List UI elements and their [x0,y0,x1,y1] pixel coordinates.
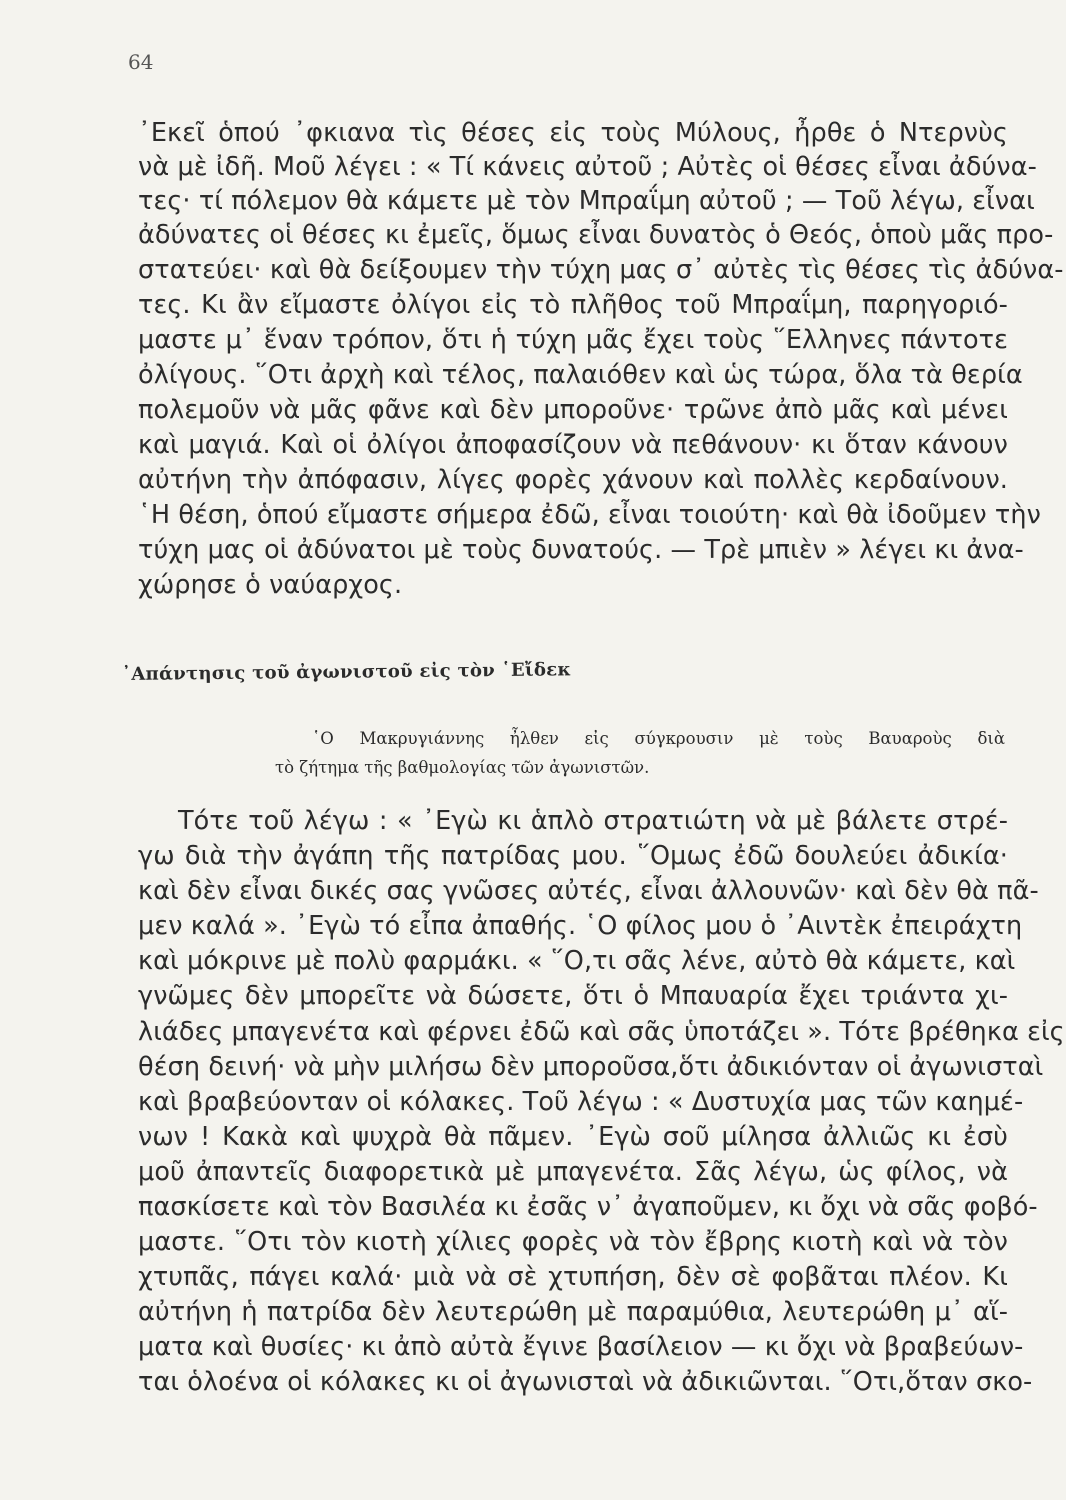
text-line: μοῦ ἀπαντεῖς διαφορετικὰ μὲ μπαγενέτα. Σᾶς λέγω, ὡς φίλος, νὰ [138,1157,1008,1187]
text-line: καὶ μόκρινε μὲ πολὺ φαρμάκι. « ῞Ο,τι σᾶς λένε, αὐτὸ θὰ κάμετε, καὶ [138,946,1016,976]
text-line: καὶ δὲν εἶναι δικές σας γνῶσες αὐτές, εἶναι ἀλλουνῶν· καὶ δὲν θὰ πᾶ- [138,876,1039,906]
text-line: ται ὁλοένα οἱ κόλακες κι οἱ ἀγωνισταὶ νὰ ἀδικιῶνται. ῞Οτι,ὅταν σκο- [138,1367,1033,1397]
text-line: καὶ βραβεύονταν οἱ κόλακες. Τοῦ λέγω : « Δυστυχία μας τῶν καημέ- [138,1087,1024,1117]
text-line: χώρησε ὁ ναύαρχος. [138,570,403,600]
text-line: αὐτήνη ἡ πατρίδα δὲν λευτερώθη μὲ παραμύθια, λευτερώθη μ᾿ αἵ- [138,1297,1008,1327]
page-number: 64 [128,50,154,74]
text-line: πολεμοῦν νὰ μᾶς φᾶνε καὶ δὲν μποροῦνε· τρῶνε ἀπὸ μᾶς καὶ μένει [138,395,1008,425]
text-line: στατεύει· καὶ θὰ δείξουμεν τὴν τύχη μας σ᾿ αὐτὲς τὶς θέσες τὶς ἀδύνα- [138,255,1064,285]
text-line: γνῶμες δὲν μπορεῖτε νὰ δώσετε, ὅτι ὁ Μπαυαρία ἔχει τριάντα χι- [138,981,1008,1011]
text-line: ᾿Εκεῖ ὁπού ᾿φκιανα τὶς θέσες εἰς τοὺς Μύλους, ἦρθε ὁ Ντερνὺς [138,118,1008,148]
text-line: ῾Η θέση, ὁπού εἴμαστε σήμερα ἐδῶ, εἶναι τοιούτη· καὶ θὰ ἰδοῦμεν τὴν [138,500,1041,530]
text-line: πασκίσετε καὶ τὸν Βασιλέα κι ἐσᾶς ν᾿ ἀγαποῦμεν, κι ὄχι νὰ σᾶς φοβό- [138,1192,1038,1222]
text-line: ὀλίγους. ῞Οτι ἀρχὴ καὶ τέλος, παλαιόθεν καὶ ὡς τώρα, ὅλα τὰ θερία [138,360,1023,390]
epigraph-line: τὸ ζήτημα τῆς βαθμολογίας τῶν ἀγωνιστῶν. [275,758,650,777]
text-line: λιάδες μπαγενέτα καὶ φέρνει ἐδῶ καὶ σᾶς ὑποτάζει ». Τότε βρέθηκα εἰς [138,1017,1065,1047]
text-line: νὰ μὲ ἰδῆ. Μοῦ λέγει : « Τί κάνεις αὐτοῦ ; Αὐτὲς οἱ θέσες εἶναι ἀδύνα- [138,152,1037,182]
text-line: γω διὰ τὴν ἀγάπη τῆς πατρίδας μου. ῞Ομως ἐδῶ δουλεύει ἀδικία· [138,841,1008,871]
text-line: ματα καὶ θυσίες· κι ἀπὸ αὐτὰ ἔγινε βασίλειον — κι ὄχι νὰ βραβεύων- [138,1332,1024,1362]
text-line: μαστε μ᾿ ἕναν τρόπον, ὅτι ἡ τύχη μᾶς ἔχει τοὺς ῞Ελληνες πάντοτε [138,325,1008,355]
text-line: μαστε. ῞Οτι τὸν κιοτὴ χίλιες φορὲς νὰ τὸν ἔβρης κιοτὴ καὶ νὰ τὸν [138,1227,1008,1257]
text-line: Τότε τοῦ λέγω : « ᾿Εγὼ κι ἁπλὸ στρατιώτη νὰ μὲ βάλετε στρέ- [178,806,1008,836]
text-line: τες· τί πόλεμον θὰ κάμετε μὲ τὸν Μπραΐμη αὐτοῦ ; — Τοῦ λέγω, εἶναι [138,186,1035,216]
text-line: χτυπᾶς, πάγει καλά· μιὰ νὰ σὲ χτυπήση, δὲν σὲ φοβᾶται πλέον. Κι [138,1262,1008,1292]
text-line: νων ! Κακὰ καὶ ψυχρὰ θὰ πᾶμεν. ᾿Εγὼ σοῦ μίλησα ἀλλιῶς κι ἐσὺ [138,1122,1008,1152]
text-line: ἀδύνατες οἱ θέσες κι ἐμεῖς, ὅμως εἶναι δυνατὸς ὁ Θεός, ὁποὺ μᾶς προ- [138,220,1054,250]
text-line: τύχη μας οἱ ἀδύνατοι μὲ τοὺς δυνατούς. — Τρὲ μπιὲν » λέγει κι ἀνα- [138,535,1024,565]
text-line: καὶ μαγιά. Καὶ οἱ ὀλίγοι ἀποφασίζουν νὰ πεθάνουν· κι ὅταν κάνουν [138,430,1008,460]
text-line: τες. Κι ἂν εἴμαστε ὀλίγοι εἰς τὸ πλῆθος τοῦ Μπραΐμη, παρηγοριό- [138,290,1008,320]
section-heading: ᾿Απάντησις τοῦ ἀγωνιστοῦ εἰς τὸν ῾Εἴδεκ [121,659,572,685]
text-line: μεν καλά ». ᾿Εγὼ τό εἶπα ἀπαθής. ῾Ο φίλος μου ὁ ᾿Αιντὲκ ἐπειράχτη [138,911,1023,941]
text-line: θέση δεινή· νὰ μὴν μιλήσω δὲν μποροῦσα,ὅτι ἀδικιόνταν οἱ ἀγωνισταὶ [138,1052,1044,1082]
epigraph-line: ῾Ο Μακρυγιάννης ἦλθεν εἰς σύγκρουσιν μὲ τοὺς Βαυαροὺς διὰ [312,729,1005,748]
text-line: αὐτήνη τὴν ἀπόφασιν, λίγες φορὲς χάνουν καὶ πολλὲς κερδαίνουν. [138,465,1008,495]
